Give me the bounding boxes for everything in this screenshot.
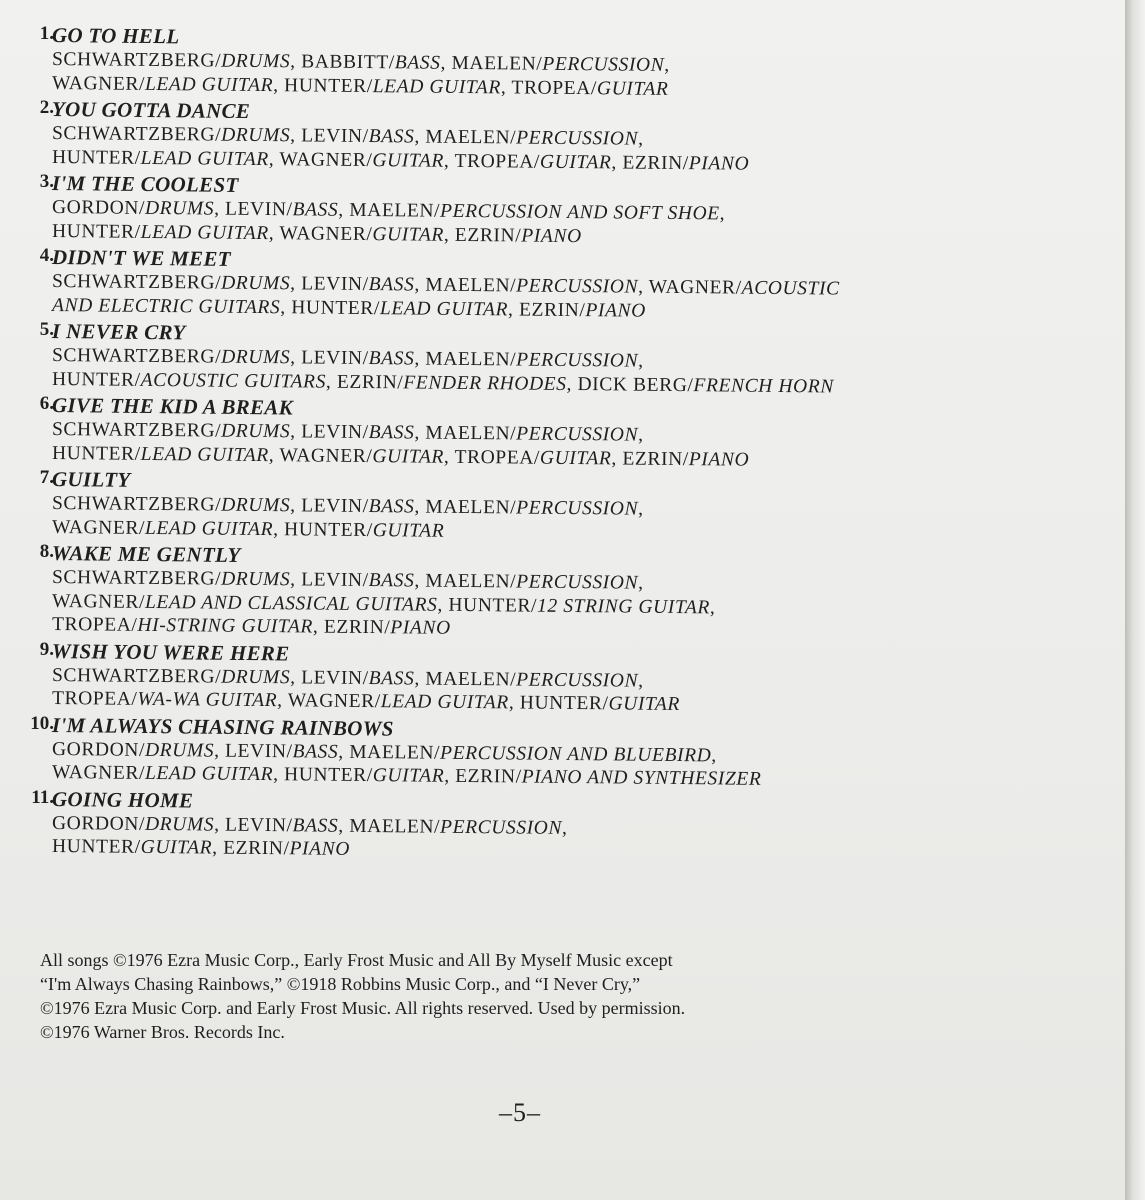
instrument-text: 12 STRING GUITAR (536, 595, 711, 618)
instrument-text: LEAD GUITAR (144, 762, 274, 786)
musician-text: , LEVIN/ (290, 495, 369, 518)
musician-text: SCHWARTZBERG/ (51, 419, 222, 442)
instrument-text: DRUMS (221, 272, 291, 295)
track-title: DIDN'T WE MEET (51, 245, 231, 271)
musician-text: , MAELEN/ (338, 815, 441, 838)
track-number: 7. (39, 467, 54, 488)
track-body (51, 96, 1078, 175)
musician-text: , EZRIN/ (507, 298, 586, 321)
track-body (52, 786, 1078, 859)
track-entry (18, 244, 1078, 322)
instrument-text: BASS (368, 667, 415, 689)
copyright-line: ©1976 Ezra Music Corp. and Early Frost Music. All rights reserved. Used by permission. (40, 998, 686, 1018)
track-entry (18, 318, 1078, 398)
track-entry (18, 170, 1078, 247)
musician-text: , BABBITT/ (290, 51, 395, 74)
musician-text: , EZRIN/ (325, 371, 404, 393)
instrument-text: FENDER RHODES (403, 371, 567, 395)
instrument-text: BASS (292, 740, 339, 763)
musician-text: , EZRIN/ (611, 447, 689, 470)
musician-text: HUNTER/ (51, 220, 141, 243)
track-body (51, 244, 1078, 322)
musician-text: , (638, 424, 644, 446)
musician-text: WAGNER/ (51, 72, 146, 95)
instrument-text: DRUMS (221, 494, 291, 517)
musician-text: , (719, 203, 726, 225)
musician-text: WAGNER/ (51, 516, 146, 539)
musician-text: SCHWARTZBERG/ (51, 493, 222, 516)
musician-text: , HUNTER/ (508, 692, 609, 715)
musician-text: , TROPEA/ (443, 446, 541, 469)
instrument-text: PERCUSSION (516, 571, 639, 594)
instrument-text: BASS (292, 814, 339, 837)
instrument-text: PIANO (688, 448, 750, 471)
instrument-text: PERCUSSION AND SOFT SHOE (440, 200, 720, 225)
track-number: 10. (30, 712, 54, 734)
track-list (18, 22, 1078, 860)
instrument-text: GUITAR (372, 765, 445, 787)
copyright-line: “I'm Always Chasing Rainbows,” ©1918 Robbins Music Corp., and “I Never Cry,” (40, 974, 641, 994)
musician-text: HUNTER/ (51, 146, 141, 169)
copyright-line: All songs ©1976 Ezra Music Corp., Early Frost Music and All By Myself Music except (40, 950, 673, 970)
copyright-notice (40, 948, 940, 1044)
track-body (51, 638, 1078, 716)
track-entry (18, 638, 1078, 716)
instrument-text: DRUMS (221, 420, 291, 443)
track-number: 5. (39, 319, 54, 340)
instrument-text: PERCUSSION (516, 349, 639, 372)
musician-text: WAGNER/ (51, 762, 146, 784)
instrument-text: LEAD GUITAR (140, 147, 269, 170)
instrument-text: DRUMS (144, 739, 215, 762)
instrument-text: BASS (368, 274, 415, 296)
track-number: 2. (39, 97, 54, 118)
musician-text: GORDON/ (51, 197, 146, 219)
track-body (52, 540, 1078, 637)
instrument-text: BASS (292, 199, 339, 221)
instrument-text: LEAD GUITAR (372, 75, 501, 98)
musician-text: , EZRIN/ (444, 765, 522, 788)
musician-text: SCHWARTZBERG/ (51, 664, 222, 688)
musician-text: SCHWARTZBERG/ (51, 345, 222, 368)
musician-text: , LEVIN/ (214, 198, 293, 221)
musician-text: , MAELEN/ (414, 274, 517, 297)
musician-text: GORDON/ (51, 812, 146, 835)
instrument-text: WA-WA GUITAR (137, 688, 278, 712)
instrument-text: PIANO (521, 225, 582, 247)
musician-text: , EZRIN/ (312, 616, 391, 639)
instrument-text: BASS (368, 496, 415, 518)
musician-text: HUNTER/ (51, 442, 141, 465)
track-entry (18, 22, 1078, 100)
musician-text: , TROPEA/ (500, 76, 598, 99)
instrument-text: LEAD GUITAR (140, 221, 269, 244)
musician-text: HUNTER/ (51, 836, 141, 858)
instrument-text: DRUMS (144, 197, 215, 220)
musician-text: TROPEA/ (51, 614, 138, 636)
instrument-text: PIANO (289, 838, 351, 860)
musician-text: , LEVIN/ (290, 421, 369, 444)
instrument-text: PIANO AND SYNTHESIZER (521, 766, 762, 790)
instrument-text: DRUMS (144, 813, 215, 836)
instrument-text: BASS (368, 570, 415, 592)
instrument-text: ACOUSTIC (741, 277, 840, 300)
page-edge (1125, 0, 1145, 1200)
track-number: 4. (39, 245, 54, 266)
track-title: GO TO HELL (51, 23, 180, 49)
musician-text: , MAELEN/ (414, 667, 517, 690)
musician-text: , LEVIN/ (290, 273, 369, 296)
musician-text: SCHWARTZBERG/ (51, 567, 222, 590)
musician-text: , (711, 744, 717, 766)
instrument-text: DRUMS (221, 346, 291, 369)
track-entry (18, 712, 1078, 790)
instrument-text: GUITAR (596, 77, 669, 100)
musician-text: , MAELEN/ (414, 570, 517, 593)
musician-text: , LEVIN/ (290, 666, 369, 689)
instrument-text: BASS (368, 348, 415, 370)
track-entry (18, 466, 1078, 542)
instrument-text: LEAD GUITAR (144, 517, 274, 540)
instrument-text: DRUMS (221, 124, 291, 147)
copyright-line: ©1976 Warner Bros. Records Inc. (40, 1022, 285, 1042)
track-body (51, 170, 1078, 247)
instrument-text: BASS (368, 422, 415, 444)
instrument-text: PERCUSSION (516, 423, 639, 446)
track-number: 9. (39, 638, 54, 660)
instrument-text: GUITAR (372, 149, 445, 172)
musician-text: SCHWARTZBERG/ (51, 271, 222, 294)
instrument-text: BASS (394, 52, 441, 74)
musician-text: , WAGNER/ (268, 444, 373, 467)
instrument-text: DRUMS (221, 50, 291, 73)
track-number: 8. (39, 541, 54, 562)
track-title: WISH YOU WERE HERE (51, 638, 290, 665)
musician-text: HUNTER/ (51, 368, 141, 391)
musician-text: , LEVIN/ (214, 814, 293, 836)
page-number: –5– (499, 1098, 541, 1127)
musician-text: , (638, 572, 644, 594)
track-title: I'M THE COOLEST (51, 171, 239, 197)
musician-text: , HUNTER/ (280, 296, 381, 319)
instrument-text: GUITAR (372, 519, 445, 542)
musician-text: , (561, 817, 568, 839)
musician-text: , DICK BERG/ (566, 373, 694, 396)
instrument-text: DRUMS (221, 666, 291, 688)
instrument-text: PERCUSSION (516, 497, 639, 520)
instrument-text: BASS (368, 126, 415, 148)
musician-text: , TROPEA/ (443, 150, 541, 173)
track-title: I'M ALWAYS CHASING RAINBOWS (51, 712, 394, 741)
instrument-text: PERCUSSION (516, 668, 639, 692)
track-body (51, 22, 1078, 100)
instrument-text: ACOUSTIC GUITARS (140, 369, 327, 393)
track-body (51, 318, 1078, 398)
musician-text: , LEVIN/ (290, 347, 369, 370)
instrument-text: GUITAR (539, 151, 612, 173)
musician-text: , MAELEN/ (414, 422, 517, 445)
musician-text: WAGNER/ (51, 590, 146, 613)
musician-text: , MAELEN/ (414, 126, 517, 149)
musician-text: , EZRIN/ (212, 837, 290, 860)
musician-text: , MAELEN/ (338, 199, 441, 222)
instrument-text: PERCUSSION (516, 275, 639, 298)
instrument-text: GUITAR (372, 445, 445, 468)
musician-text: , (638, 498, 644, 520)
instrument-text: PERCUSSION (440, 816, 563, 839)
track-title: GUILTY (51, 467, 131, 492)
musician-text: , LEVIN/ (214, 740, 293, 762)
track-title: YOU GOTTA DANCE (51, 97, 251, 124)
instrument-text: HI-STRING GUITAR (137, 614, 314, 638)
musician-text: , WAGNER/ (268, 222, 373, 245)
musician-text: , WAGNER/ (268, 148, 373, 171)
track-title: GIVE THE KID A BREAK (51, 393, 294, 420)
musician-text: SCHWARTZBERG/ (51, 123, 222, 146)
musician-text: , MAELEN/ (440, 52, 543, 75)
track-title: GOING HOME (51, 786, 194, 812)
musician-text: , (638, 670, 644, 692)
instrument-text: FRENCH HORN (693, 374, 834, 398)
track-entry (18, 392, 1078, 471)
musician-text: , HUNTER/ (273, 74, 373, 97)
track-entry (18, 786, 1078, 859)
instrument-text: GUITAR (140, 836, 213, 859)
instrument-text: PERCUSSION (542, 53, 665, 76)
track-body (51, 392, 1078, 471)
instrument-text: LEAD GUITAR (379, 297, 509, 320)
musician-text: , (709, 596, 716, 618)
musician-text: , LEVIN/ (290, 569, 369, 592)
track-body (51, 466, 1078, 542)
musician-text: , EZRIN/ (443, 224, 522, 247)
musician-text: SCHWARTZBERG/ (51, 49, 222, 72)
musician-text: , WAGNER/ (277, 690, 381, 713)
musician-text: , MAELEN/ (414, 496, 517, 519)
instrument-text: LEAD GUITAR (144, 73, 274, 96)
musician-text: , HUNTER/ (437, 594, 538, 617)
musician-text: , MAELEN/ (338, 741, 441, 764)
instrument-text: LEAD AND CLASSICAL GUITARS (144, 591, 438, 616)
musician-text: TROPEA/ (51, 688, 138, 710)
instrument-text: GUITAR (539, 447, 612, 469)
instrument-text: AND ELECTRIC GUITARS (51, 294, 281, 318)
instrument-text: GUITAR (608, 693, 681, 716)
track-number: 6. (39, 393, 54, 414)
instrument-text: LEAD GUITAR (140, 443, 269, 466)
musician-text: , WAGNER/ (638, 276, 742, 299)
instrument-text: PIANO (585, 299, 646, 322)
track-title: WAKE ME GENTLY (51, 541, 241, 567)
musician-text: , LEVIN/ (290, 125, 369, 148)
instrument-text: GUITAR (372, 223, 445, 246)
musician-text: , HUNTER/ (273, 764, 373, 787)
musician-text: , EZRIN/ (611, 151, 689, 174)
musician-text: , HUNTER/ (273, 518, 373, 541)
instrument-text: PIANO (390, 617, 451, 639)
track-body (51, 712, 1078, 790)
track-entry (18, 96, 1078, 175)
instrument-text: LEAD GUITAR (380, 691, 509, 714)
musician-text: , MAELEN/ (414, 348, 517, 371)
instrument-text: DRUMS (221, 568, 291, 591)
track-number: 1. (39, 23, 54, 44)
musician-text: GORDON/ (51, 738, 146, 761)
instrument-text: PERCUSSION (516, 127, 639, 150)
track-number: 3. (39, 171, 54, 192)
track-entry (18, 540, 1078, 637)
musician-text: , (638, 128, 644, 150)
instrument-text: PERCUSSION AND BLUEBIRD (440, 742, 712, 766)
musician-text: , (638, 350, 644, 372)
track-title: I NEVER CRY (51, 319, 186, 345)
instrument-text: PIANO (688, 152, 750, 175)
musician-text: , (664, 54, 670, 76)
track-number: 11. (31, 786, 54, 808)
